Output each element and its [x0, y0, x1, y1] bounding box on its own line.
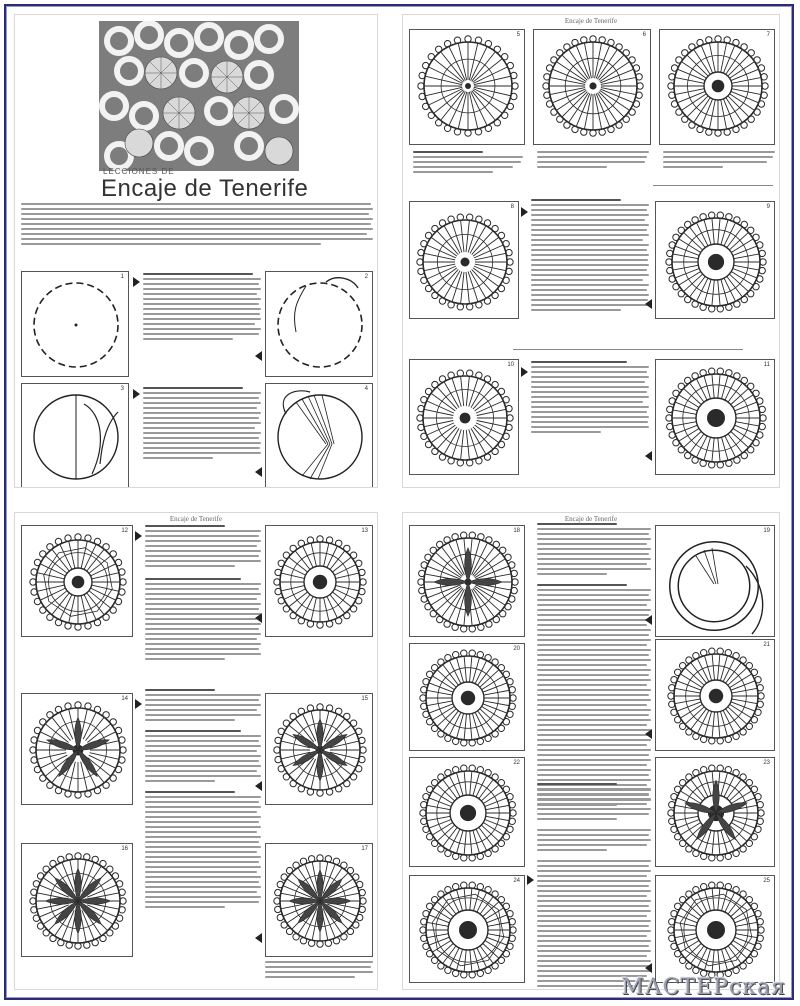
arrow-left-icon	[645, 615, 652, 625]
lace-wheel	[274, 536, 366, 628]
arrow-left-icon	[645, 451, 652, 461]
lace-wheel	[274, 855, 366, 947]
arrow-right-icon	[521, 367, 528, 377]
arrow-left-icon	[255, 933, 262, 943]
watermark-logo: МАСТЕРская	[621, 975, 786, 1000]
lace-wheel	[543, 36, 643, 136]
lace-wheel	[668, 648, 764, 744]
figure-1	[21, 271, 129, 377]
section-rule	[513, 349, 743, 350]
step-8-text	[537, 783, 651, 990]
step-1-text	[143, 273, 261, 343]
lace-wheel	[30, 534, 126, 630]
page-1	[14, 14, 378, 488]
figure-9	[655, 201, 775, 319]
figure-number: 18	[513, 528, 520, 534]
figure-5	[409, 29, 525, 145]
figure-number: 25	[763, 878, 770, 884]
arrow-right-icon	[135, 699, 142, 709]
arrow-left-icon	[645, 299, 652, 309]
figure-2	[265, 271, 373, 377]
lace-wheel	[668, 765, 764, 861]
title-lead: LECCIONES DE	[103, 167, 175, 176]
lace-wheel	[418, 532, 518, 632]
figure-number: 3	[120, 386, 124, 392]
figure-number: 17	[361, 846, 368, 852]
arrow-right-icon	[133, 389, 140, 399]
lace-wheel	[668, 36, 768, 136]
caption-6	[537, 151, 649, 171]
figure-20	[409, 643, 525, 751]
page-2	[402, 14, 780, 488]
figure-number: 15	[361, 696, 368, 702]
figure-18	[409, 525, 525, 637]
lace-wheel	[30, 853, 126, 949]
figure-number: 1	[120, 274, 124, 280]
lace-wheel	[666, 368, 766, 468]
page-3	[14, 512, 378, 990]
arrow-left-icon	[255, 613, 262, 623]
running-head: Encaje de Tenerife	[169, 515, 223, 523]
figure-4	[265, 383, 373, 488]
step-3-text	[531, 199, 649, 314]
intro-text	[21, 203, 373, 267]
figure-number: 13	[361, 528, 368, 534]
lace-wheel	[417, 370, 513, 466]
figure-22	[409, 757, 525, 867]
figure-13	[265, 525, 373, 637]
lace-wheel	[666, 212, 766, 312]
lace-wheel	[30, 702, 126, 798]
section-rule	[653, 185, 773, 186]
arrow-right-icon	[521, 207, 528, 217]
arrow-right-icon	[133, 277, 140, 287]
running-head: Encaje de Tenerife	[564, 17, 618, 25]
caption-7	[663, 151, 775, 171]
lace-wheel	[420, 765, 516, 861]
step-4-text	[531, 361, 649, 436]
figure-15	[265, 693, 373, 805]
figure-number: 11	[763, 362, 770, 368]
figure-10	[409, 359, 519, 475]
figure-21	[655, 639, 775, 751]
figure-number: 5	[516, 32, 520, 38]
arrow-left-icon	[255, 467, 262, 477]
figure-number: 12	[121, 528, 128, 534]
figure-7	[659, 29, 775, 145]
figure-25	[655, 875, 775, 983]
lace-wheel	[418, 36, 518, 136]
figure-19	[655, 525, 775, 637]
lace-wheel	[420, 882, 516, 978]
arrow-left-icon	[255, 781, 262, 791]
figure-number: 14	[121, 696, 128, 702]
figure-6	[533, 29, 651, 145]
arrow-left-icon	[645, 963, 652, 973]
figure-number: 24	[513, 878, 520, 884]
caption-5	[413, 151, 523, 176]
figure-number: 2	[364, 274, 368, 280]
lace-wheel	[420, 650, 516, 746]
figure-number: 8	[510, 204, 514, 210]
page-4	[402, 512, 780, 990]
figure-number: 9	[766, 204, 770, 210]
step-6-text	[145, 689, 261, 911]
figure-number: 16	[121, 846, 128, 852]
figure-number: 23	[763, 760, 770, 766]
arrow-right-icon	[527, 875, 534, 885]
figure-number: 21	[763, 642, 770, 648]
figure-number: 7	[766, 32, 770, 38]
running-head: Encaje de Tenerife	[564, 515, 618, 523]
lace-wheel	[274, 704, 366, 796]
lace-wheel	[668, 882, 764, 978]
step-2-text	[143, 387, 261, 462]
figure-24	[409, 875, 525, 983]
figure-3	[21, 383, 129, 488]
figure-14	[21, 693, 133, 805]
figure-number: 22	[513, 760, 520, 766]
arrow-left-icon	[255, 351, 262, 361]
figure-11	[655, 359, 775, 475]
page-title: Encaje de Tenerife	[101, 175, 309, 202]
lace-wheel	[417, 214, 513, 310]
figure-12	[21, 525, 133, 637]
figure-23	[655, 757, 775, 867]
figure-number: 19	[763, 528, 770, 534]
figure-number: 20	[513, 646, 520, 652]
figure-17	[265, 843, 373, 957]
figure-number: 10	[507, 362, 514, 368]
arrow-right-icon	[135, 531, 142, 541]
arrow-left-icon	[645, 729, 652, 739]
figure-number: 6	[642, 32, 646, 38]
step-5-text	[145, 525, 261, 663]
step-7-text	[537, 523, 651, 809]
figure-16	[21, 843, 133, 957]
lace-photo	[99, 21, 299, 171]
figure-8	[409, 201, 519, 319]
figure-number: 4	[364, 386, 368, 392]
caption-17	[265, 961, 373, 981]
